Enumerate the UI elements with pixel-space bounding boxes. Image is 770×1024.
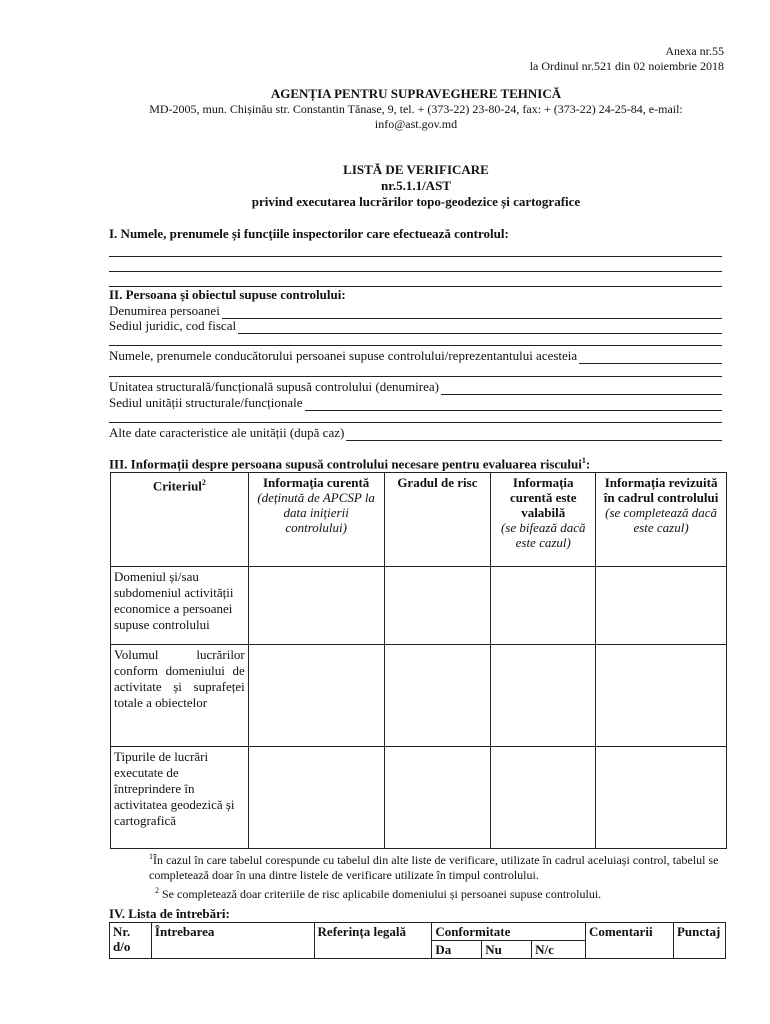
footnote-marker: 2: [155, 886, 159, 895]
input-cell[interactable]: [596, 645, 727, 747]
table-row: [111, 747, 727, 849]
fill-line: [441, 383, 722, 395]
input-cell[interactable]: [596, 567, 727, 645]
criterion-cell: Tipurile de lucrări executate de întreprindere în activitatea geodezică și cartografică: [111, 747, 249, 849]
col-conformity: Conformitate: [432, 923, 586, 941]
input-cell[interactable]: [491, 747, 596, 849]
input-cell[interactable]: [248, 747, 384, 849]
inspector-line-2: [109, 271, 722, 272]
annex-number: Anexa nr.55: [665, 44, 724, 58]
section-2-heading: II. Persoana și obiectul supuse controlului:: [109, 287, 346, 302]
footnote-marker: 1: [149, 852, 153, 861]
fill-line: [579, 352, 722, 364]
header-note: (se completează dacă este cazul): [605, 505, 718, 535]
footnote-marker: 2: [201, 478, 206, 487]
footnotes: [121, 849, 726, 902]
header-text: Informația revizuită în cadrul controlului: [603, 475, 719, 505]
title-line-3: privind executarea lucrărilor topo-geodezice și cartografice: [251, 194, 581, 209]
field-label: Unitatea structurală/funcțională supusă controlului (denumirea): [109, 379, 439, 394]
input-cell[interactable]: [596, 747, 727, 849]
input-cell[interactable]: [248, 567, 384, 645]
footnote-2: [121, 883, 726, 902]
agency-email: info@ast.gov.md: [374, 117, 458, 131]
blank-line: [109, 422, 722, 423]
blank-line: [109, 345, 722, 346]
header-text: Informația curentă: [263, 475, 370, 490]
field-legal-seat: [109, 318, 722, 334]
inspector-line-1: [109, 256, 722, 257]
input-cell[interactable]: [384, 645, 491, 747]
section-3-heading: [109, 456, 590, 472]
table-row: [111, 645, 727, 747]
col-score: Punctaj: [673, 923, 725, 959]
header-text: Informația curentă este valabilă: [509, 475, 577, 520]
fill-line: [346, 429, 722, 441]
col-nc: N/c: [532, 941, 586, 959]
heading-colon: :: [585, 456, 591, 472]
field-label: Numele, prenumele conducătorului persoanei supuse controlului/reprezentantului acesteia: [109, 348, 578, 363]
risk-info-table: [110, 472, 727, 849]
table-header-row: [110, 923, 726, 941]
input-cell[interactable]: [491, 567, 596, 645]
agency-address: [108, 102, 724, 132]
field-other-data: [109, 425, 722, 441]
footnote-text: Se completează doar criteriile de risc aplicabile domeniului și persoanei supuse controlului.: [162, 887, 602, 901]
col-nr: Nr. d/o: [110, 923, 152, 959]
section-3-heading-text: III. Informații despre persoana supusă controlului necesare pentru evaluarea riscului: [109, 456, 582, 472]
footnote-1: [121, 849, 726, 883]
field-structural-unit: [109, 379, 722, 395]
col-comments: Comentarii: [586, 923, 674, 959]
col-current-info: [248, 473, 384, 567]
field-label: Sediul juridic, cod fiscal: [109, 318, 237, 333]
field-unit-seat: [109, 395, 722, 411]
col-reference: Referința legală: [314, 923, 432, 959]
header-text: Criteriul: [152, 478, 202, 494]
col-question: Întrebarea: [151, 923, 314, 959]
footnote-marker: 1: [581, 456, 586, 465]
address-text: MD-2005, mun. Chișinău str. Constantin Tănase, 9, tel. + (373-22) 23-80-24, fax: + (373-22) 24-25-84, e-mail:: [149, 102, 683, 116]
document-title: [108, 162, 724, 210]
input-cell[interactable]: [248, 645, 384, 747]
col-criterion: [111, 473, 249, 567]
field-manager-name: [109, 348, 722, 364]
col-nu: Nu: [482, 941, 532, 959]
field-person-name: [109, 303, 722, 319]
input-cell[interactable]: [384, 567, 491, 645]
agency-name: AGENȚIA PENTRU SUPRAVEGHERE TEHNICĂ: [270, 86, 562, 101]
header-text: Gradul de risc: [397, 475, 478, 490]
section-4-heading: IV. Lista de întrebări:: [109, 906, 230, 921]
header-note: (se bifează dacă este cazul): [500, 520, 586, 550]
col-info-valid: [491, 473, 596, 567]
field-label: Alte date caracteristice ale unității (după caz): [109, 425, 345, 440]
table-row: [111, 567, 727, 645]
col-revised-info: [596, 473, 727, 567]
input-cell[interactable]: [491, 645, 596, 747]
col-risk-degree: [384, 473, 491, 567]
questions-table: [109, 922, 726, 959]
header-note: (deținută de APCSP la data inițierii controlului): [257, 490, 375, 535]
title-line-2: nr.5.1.1/AST: [381, 178, 451, 193]
section-1-heading: I. Numele, prenumele și funcțiile inspectorilor care efectuează controlul:: [109, 226, 509, 241]
order-reference: la Ordinul nr.521 din 02 noiembrie 2018: [529, 59, 724, 73]
fill-line: [305, 399, 722, 411]
blank-line: [109, 376, 722, 377]
table-header-row: [111, 473, 727, 567]
input-cell[interactable]: [384, 747, 491, 849]
field-label: Denumirea persoanei: [109, 303, 220, 318]
footnote-text: În cazul în care tabelul corespunde cu tabelul din alte liste de verificare, utilizate în cadrul aceluiași control, tabelul se completează doar în una dintre listele de verificare utilizate în timpul controlului.: [149, 853, 719, 882]
criterion-cell: Volumul lucrărilor conform domeniului de activitate și suprafeței totale a obiectelor: [111, 645, 249, 747]
col-da: Da: [432, 941, 482, 959]
criterion-cell: Domeniul și/sau subdomeniul activității economice a persoanei supuse controlului: [111, 567, 249, 645]
fill-line: [238, 322, 722, 334]
title-line-1: LISTĂ DE VERIFICARE: [343, 162, 489, 177]
field-label: Sediul unității structurale/funcționale: [109, 395, 303, 410]
